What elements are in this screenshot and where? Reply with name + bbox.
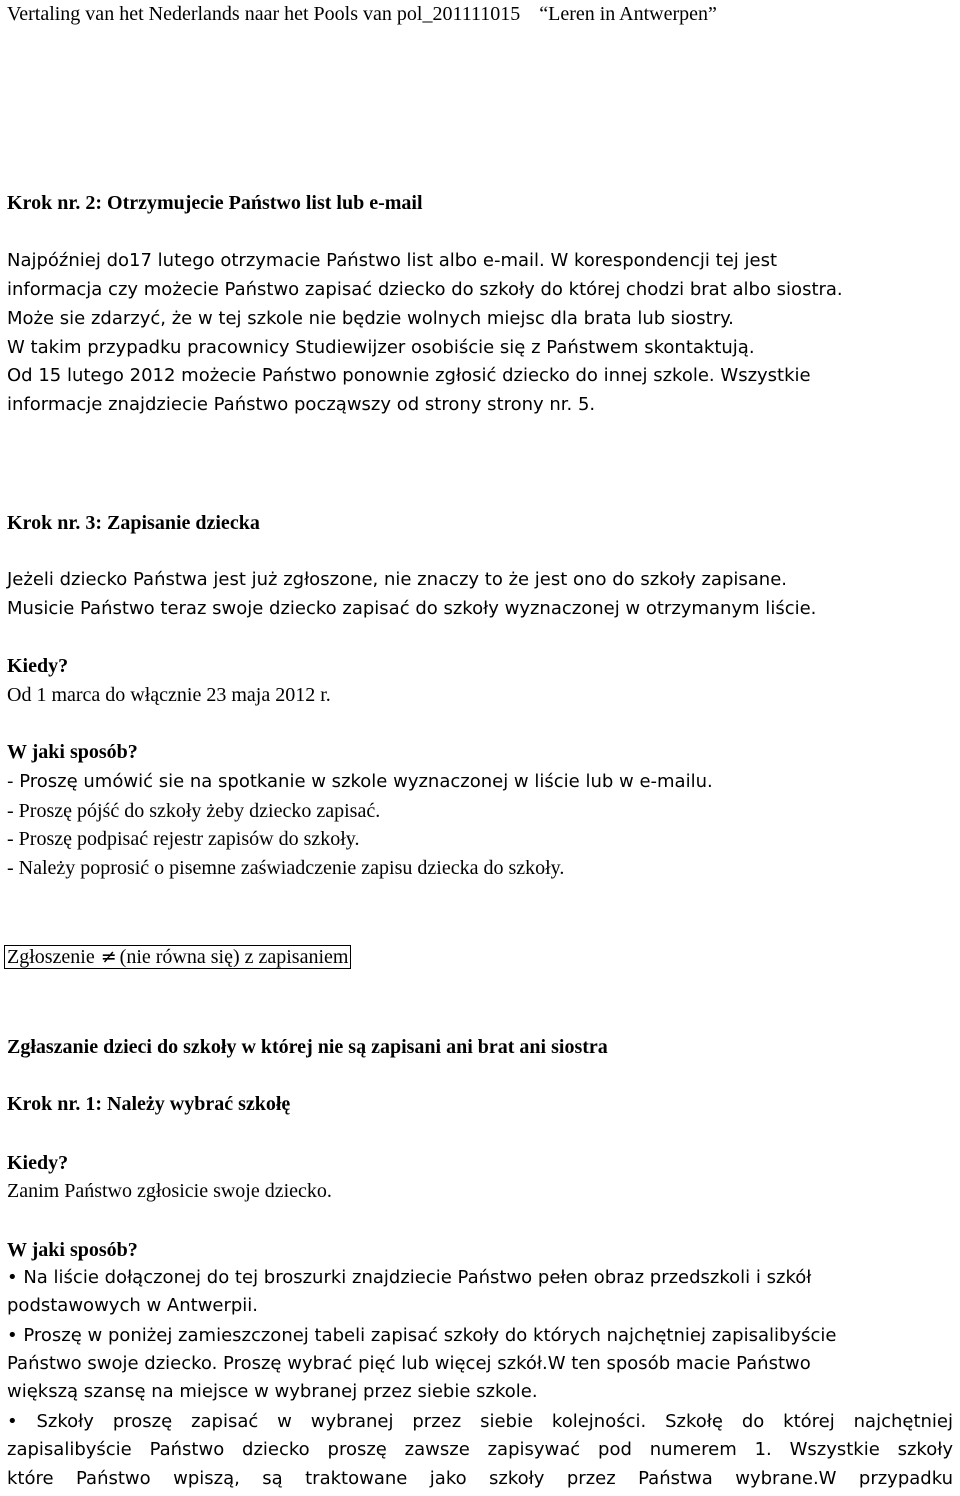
boxed-note xyxy=(4,945,351,969)
bullet-line: • Proszę w poniżej zamieszczonej tabeli zapisać szkoły do których najchętniej zapisalibyście xyxy=(7,1325,837,1346)
step3-line: Musicie Państwo teraz swoje dziecko zapisać do szkoły wyznaczonej w otrzymanym liście. xyxy=(7,598,817,619)
bullet-line: • Szkoły proszę zapisać w wybranej przez siebie kolejności. Szkołę do której najchętniej xyxy=(7,1411,953,1432)
step2-line: Najpóźniej do17 lutego otrzymacie Państwo list albo e-mail. W korespondencji tej jest xyxy=(7,250,778,271)
step1-when-label: Kiedy? xyxy=(7,1152,69,1174)
header-title: Vertaling van het Nederlands naar het Pools van pol_201111015 xyxy=(7,3,521,25)
step3-how-item: - Proszę umówić sie na spotkanie w szkole wyznaczonej w liście lub w e-mailu. xyxy=(7,771,713,792)
bullet-line: które Państwo wpiszą, są traktowane jako szkoły przez Państwa wybrane.W przypadku xyxy=(7,1468,953,1489)
step2-heading: Krok nr. 2: Otrzymujecie Państwo list lub e-mail xyxy=(7,192,423,214)
step3-how-label: W jaki sposób? xyxy=(7,741,138,763)
header-project: “Leren in Antwerpen” xyxy=(539,3,717,25)
step3-when-label: Kiedy? xyxy=(7,655,69,677)
step2-line: Może sie zdarzyć, że w tej szkole nie będzie wolnych miejsc dla brata lub siostry. xyxy=(7,308,734,329)
step2-line-with-continuation xyxy=(7,362,811,390)
boxed-note-text: (nie równa się) z zapisaniem xyxy=(119,946,349,968)
step3-how-item: - Należy poprosić o pisemne zaświadczenie zapisu dziecka do szkoły. xyxy=(7,857,565,879)
step2-line: informacje znajdziecie Państwo począwszy od strony strony nr. 5. xyxy=(7,394,596,415)
bullet-line: Państwo swoje dziecko. Proszę wybrać pięć lub więcej szkół.W ten sposób macie Państwo xyxy=(7,1353,811,1374)
document-header xyxy=(7,0,717,28)
step1-when-text: Zanim Państwo zgłosicie swoje dziecko. xyxy=(7,1180,332,1202)
step2-line: Wszystkie xyxy=(720,365,811,386)
step2-line: W takim przypadku pracownicy Studiewijzer osobiście się z Państwem skontaktują. xyxy=(7,337,755,358)
step1-heading: Krok nr. 1: Należy wybrać szkołę xyxy=(7,1093,291,1115)
step2-line: informacja czy możecie Państwo zapisać dziecko do szkoły do której chodzi brat albo siostra. xyxy=(7,279,843,300)
step3-when-text: Od 1 marca do włącznie 23 maja 2012 r. xyxy=(7,684,331,706)
step3-heading: Krok nr. 3: Zapisanie dziecka xyxy=(7,512,260,534)
bullet-line: zapisalibyście Państwo dziecko proszę zawsze zapisywać pod numerem 1. Wszystkie szkoły xyxy=(7,1439,953,1460)
section-title: Zgłaszanie dzieci do szkoły w której nie są zapisani ani brat ani siostra xyxy=(7,1036,608,1058)
boxed-note-row xyxy=(7,943,351,971)
boxed-note-text: Zgłoszenie xyxy=(7,946,95,968)
bullet-line: podstawowych w Antwerpii. xyxy=(7,1295,259,1316)
bullet-line: • Na liście dołączonej do tej broszurki znajdziecie Państwo pełen obraz przedszkoli i szkół xyxy=(7,1267,812,1288)
step3-how-item: - Proszę pójść do szkoły żeby dziecko zapisać. xyxy=(7,800,381,822)
bullet-line: większą szansę na miejsce w wybranej przez siebie szkole. xyxy=(7,1381,538,1402)
step2-line: Od 15 lutego 2012 możecie Państwo ponownie zgłosić dziecko do innej szkole. xyxy=(7,365,715,386)
step3-how-item: - Proszę podpisać rejestr zapisów do szkoły. xyxy=(7,828,360,850)
not-equal-symbol: ≠ xyxy=(100,946,117,968)
step3-line: Jeżeli dziecko Państwa jest już zgłoszone, nie znaczy to że jest ono do szkoły zapisane. xyxy=(7,569,787,590)
step1-how-label: W jaki sposób? xyxy=(7,1239,138,1261)
